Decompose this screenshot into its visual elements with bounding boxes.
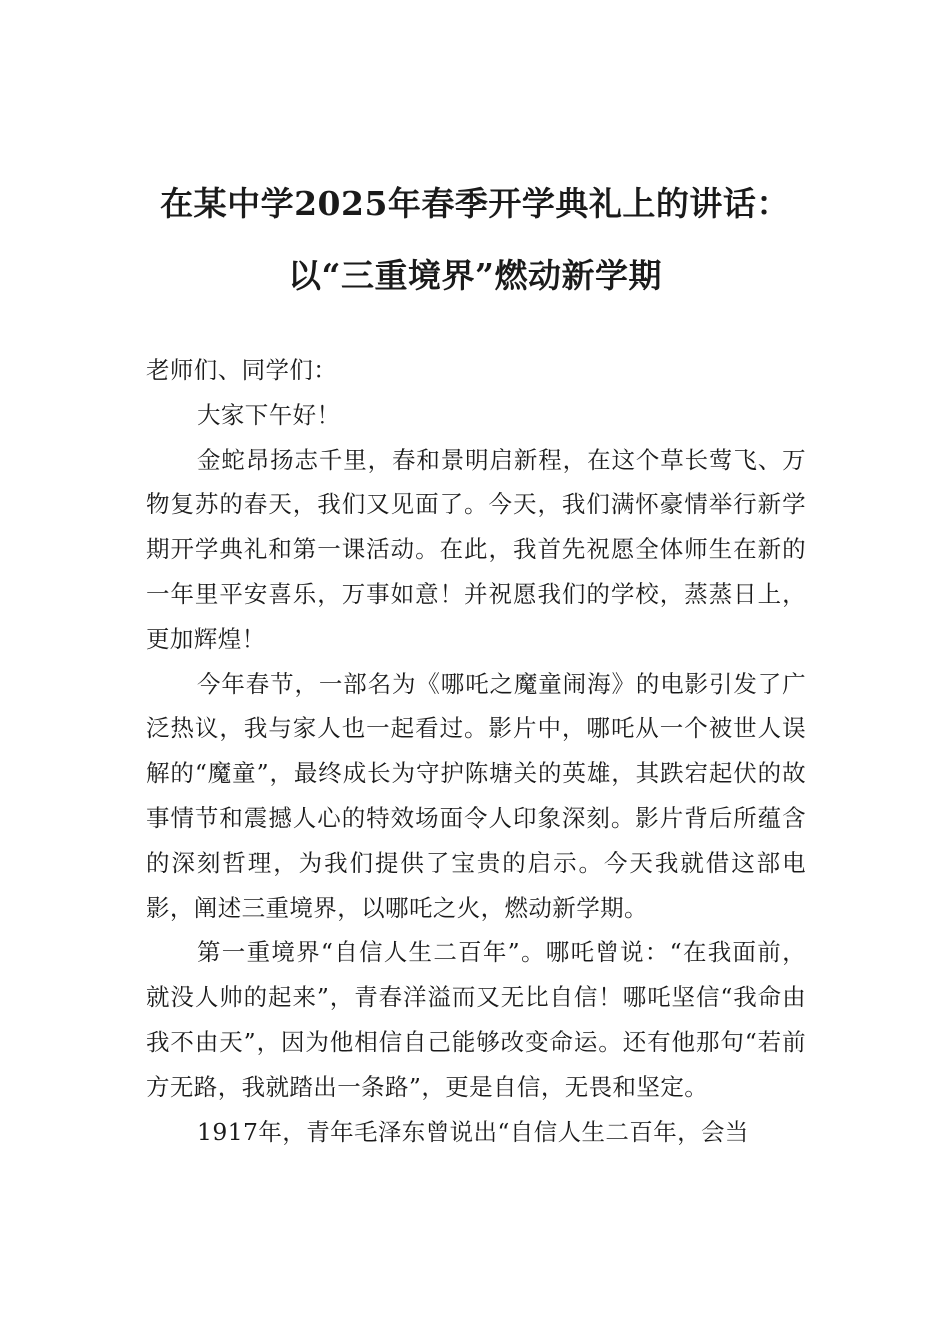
paragraph-1917: 1917年，青年毛泽东曾说出“自信人生二百年，会当	[197, 1117, 749, 1146]
document-title	[60, 168, 890, 312]
paragraph-first-realm: 第一重境界“自信人生二百年”。哪吒曾说：“在我面前，就没人帅的起来”，青春洋溢而又无比自信！哪吒坚信“我命由我不由天”，因为他相信自己能够改变命运。还有他那句“若前方无路，我就踏出一条路”，更是自信，无畏和坚定。	[146, 938, 806, 1101]
title-line-2: 以“三重境界”燃动新学期	[288, 256, 662, 295]
document-body	[146, 348, 806, 1154]
paragraph-film: 今年春节，一部名为《哪吒之魔童闹海》的电影引发了广泛热议，我与家人也一起看过。影片中，哪吒从一个被世人误解的“魔童”，最终成长为守护陈塘关的英雄，其跌宕起伏的故事情节和震撼人心的特效场面令人印象深刻。影片背后所蕴含的深刻哲理，为我们提供了宝贵的启示。今天我就借这部电影，阐述三重境界，以哪吒之火，燃动新学期。	[146, 669, 806, 922]
paragraph-opening: 金蛇昂扬志千里，春和景明启新程，在这个草长莺飞、万物复苏的春天，我们又见面了。今天，我们满怀豪情举行新学期开学典礼和第一课活动。在此，我首先祝愿全体师生在新的一年里平安喜乐，万事如意！并祝愿我们的学校，蒸蒸日上，更加辉煌！	[146, 445, 806, 653]
paragraph-greeting: 大家下午好！	[197, 400, 341, 429]
title-line-1: 在某中学2025年春季开学典礼上的讲话：	[160, 184, 790, 223]
salutation: 老师们、同学们：	[146, 356, 338, 384]
